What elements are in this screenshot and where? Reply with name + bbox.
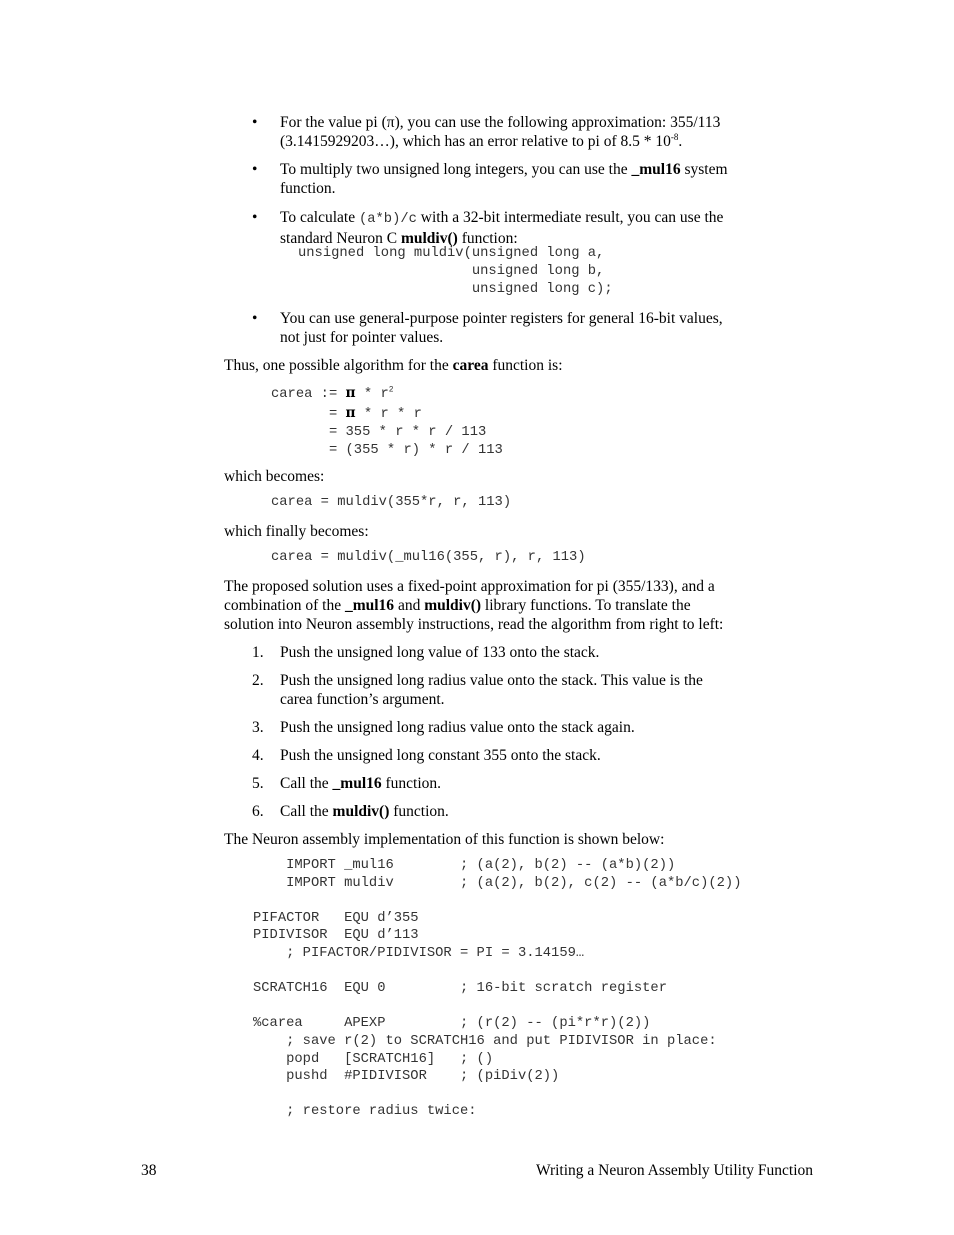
- function-name: _mul16: [631, 161, 681, 178]
- text: To multiply two unsigned long integers, you can use the: [280, 161, 632, 178]
- pi-symbol: π: [345, 405, 356, 421]
- text: Call the: [280, 775, 333, 792]
- code-line: = (355 * r) * r / 113: [271, 443, 503, 458]
- bullet-marker: •: [252, 310, 258, 327]
- text: The proposed solution uses a fixed-point approximation for pi (355/133), and a: [224, 578, 715, 595]
- text: system: [680, 161, 728, 178]
- code-text: * r: [355, 387, 389, 402]
- text: Call the: [280, 803, 333, 820]
- pi-symbol: π: [386, 114, 395, 131]
- code-block-carea-derivation: [271, 384, 503, 460]
- text: function.: [389, 803, 449, 820]
- paragraph-proposed-solution: [224, 577, 824, 634]
- text: function.: [381, 775, 442, 792]
- text: function is:: [488, 357, 563, 374]
- bullet-pi-approximation: [280, 113, 810, 151]
- step-number: 3.: [252, 719, 264, 736]
- step-number: 2.: [252, 672, 264, 689]
- function-name: muldiv(): [400, 230, 458, 247]
- paragraph-thus: [224, 356, 563, 375]
- step-number: 4.: [252, 747, 264, 764]
- text: function:: [457, 230, 518, 247]
- paragraph-implementation-intro: The Neuron assembly implementation of this function is shown below:: [224, 831, 665, 848]
- pi-symbol: π: [345, 385, 356, 401]
- step-text: [280, 671, 810, 709]
- paragraph-which-finally: which finally becomes:: [224, 523, 369, 540]
- code-line: SCRATCH16 EQU 0 ; 16-bit scratch register: [253, 981, 667, 997]
- function-name: _mul16: [332, 775, 382, 792]
- code-line: [271, 384, 503, 404]
- bullet-marker: •: [252, 114, 258, 131]
- text: Push the unsigned long radius value onto the stack. This value is the: [280, 672, 703, 689]
- bullet-pointer-registers: [280, 309, 810, 347]
- code-line: pushd #PIDIVISOR ; (piDiv(2)): [253, 1069, 560, 1085]
- code-line: unsigned long muldiv(unsigned long a,: [298, 246, 605, 261]
- text: You can use general-purpose pointer registers for general 16-bit values,: [280, 310, 723, 327]
- code-line: [271, 404, 503, 424]
- text: not just for pointer values.: [280, 329, 444, 346]
- step-text: [280, 774, 810, 793]
- code-line-muldiv-mul16: carea = muldiv(_mul16(355, r), r, 113): [271, 550, 586, 565]
- text: with a 32-bit intermediate result, you can use the: [416, 209, 724, 226]
- step-text: Push the unsigned long radius value onto the stack again.: [280, 719, 635, 736]
- code-line: ; restore radius twice:: [253, 1104, 477, 1120]
- text: .: [678, 133, 683, 150]
- code-line: [253, 998, 742, 1016]
- code-line: [253, 963, 742, 981]
- code-line: unsigned long c);: [298, 282, 613, 297]
- text: and: [394, 597, 425, 614]
- code-line: ; save r(2) to SCRATCH16 and put PIDIVISOR in place:: [253, 1033, 717, 1049]
- function-name: muldiv(): [332, 803, 390, 820]
- code-line: %carea APEXP ; (r(2) -- (pi*r*r)(2)): [253, 1016, 651, 1032]
- text: standard Neuron C: [280, 230, 401, 247]
- bullet-marker: •: [252, 161, 258, 178]
- code-line-muldiv: carea = muldiv(355*r, r, 113): [271, 495, 512, 510]
- running-footer-title: Writing a Neuron Assembly Utility Function: [535, 1162, 813, 1179]
- text: For the value pi (: [280, 114, 387, 131]
- code-line: [253, 892, 742, 910]
- text: function.: [280, 180, 336, 197]
- code-line: popd [SCRATCH16] ; (): [253, 1051, 494, 1067]
- text: ), you can use the following approximation: 355/113: [394, 114, 721, 131]
- code-line: ; PIFACTOR/PIDIVISOR = PI = 3.14159…: [253, 945, 585, 961]
- text: carea function’s argument.: [280, 691, 445, 708]
- text: Thus, one possible algorithm for the: [224, 357, 453, 374]
- code-block-assembly: [253, 857, 742, 1121]
- function-name: _mul16: [344, 597, 395, 614]
- bullet-marker: •: [252, 209, 258, 226]
- step-text: Push the unsigned long constant 355 onto the stack.: [280, 747, 601, 764]
- function-name: carea: [452, 357, 489, 374]
- page-number: 38: [141, 1162, 157, 1179]
- inline-code: (a*b)/c: [358, 212, 417, 227]
- text: solution into Neuron assembly instructions, read the algorithm from right to left:: [224, 616, 724, 633]
- code-line: [253, 1086, 742, 1104]
- text: library functions. To translate the: [481, 597, 691, 614]
- code-line: PIDIVISOR EQU d’113: [253, 928, 419, 944]
- step-number: 5.: [252, 775, 264, 792]
- code-line: = 355 * r * r / 113: [271, 425, 487, 440]
- text: To calculate: [280, 209, 359, 226]
- bullet-muldiv: [280, 208, 810, 248]
- code-line: PIFACTOR EQU d’355: [253, 910, 419, 926]
- code-text: carea :=: [271, 387, 346, 402]
- step-number: 6.: [252, 803, 264, 820]
- exponent: -8: [670, 131, 679, 142]
- code-line: IMPORT _mul16 ; (a(2), b(2) -- (a*b)(2)): [253, 858, 676, 873]
- step-text: [280, 802, 810, 821]
- code-text: =: [271, 407, 346, 422]
- text: combination of the: [224, 597, 345, 614]
- text: (3.1415929203…), which has an error relative to pi of 8.5 * 10: [280, 133, 671, 150]
- code-line: IMPORT muldiv ; (a(2), b(2), c(2) -- (a*b/c)(2)): [253, 875, 742, 891]
- function-name: muldiv(): [424, 597, 482, 614]
- exponent: 2: [388, 385, 394, 395]
- code-text: * r * r: [355, 407, 422, 422]
- code-block-muldiv-signature: [298, 245, 613, 299]
- step-number: 1.: [252, 644, 264, 661]
- code-line: unsigned long b,: [298, 264, 605, 279]
- paragraph-which-becomes: which becomes:: [224, 468, 325, 485]
- bullet-mul16: [280, 160, 810, 198]
- step-text: Push the unsigned long value of 133 onto the stack.: [280, 644, 600, 661]
